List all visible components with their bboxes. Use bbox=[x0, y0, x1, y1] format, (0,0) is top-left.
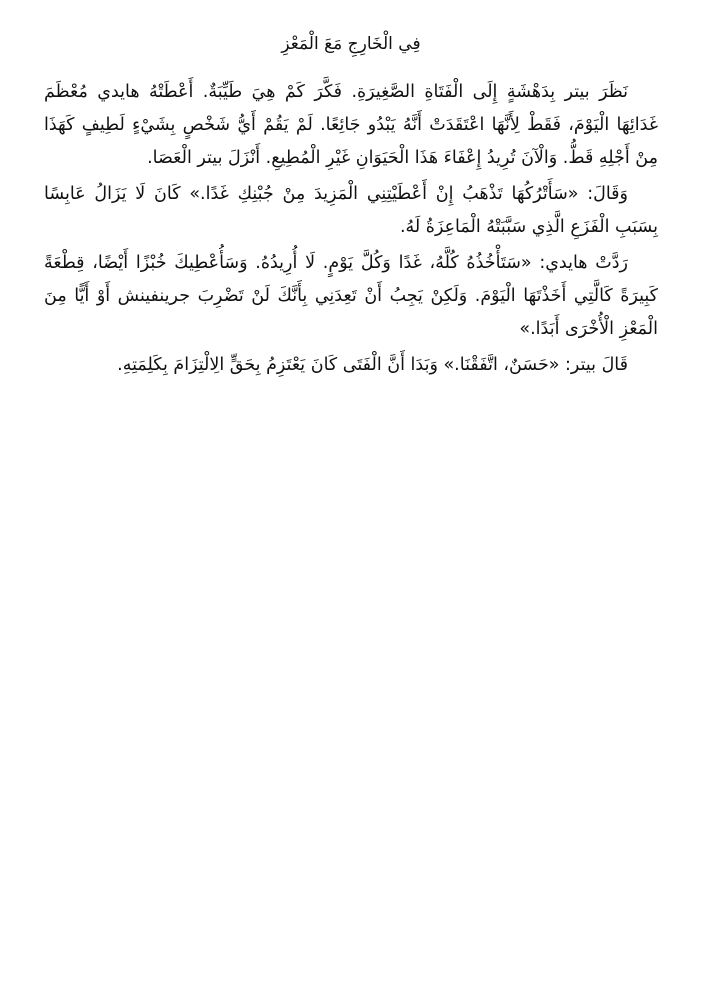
page-title: فِي الْخَارِجِ مَعَ الْمَعْزِ bbox=[281, 34, 421, 54]
paragraph-4: قَالَ بيتر: «حَسَنٌ، اتَّفَقْنَا.» وَبَدَا أَنَّ الْفَتَى كَانَ يَعْتَزِمُ بِحَقٍّ الِالْتِزَامَ بِكَلِمَتِهِ. bbox=[117, 355, 628, 375]
paragraph-1: نَظَرَ بيتر بِدَهْشَةٍ إِلَى الْفَتَاةِ الصَّغِيرَةِ. فَكَّرَ كَمْ هِيَ طَيِّبَةٌ. أَعْطَتْهُ هايدي مُعْظَمَ غَدَائِهَا الْيَوْمَ، فَقَطْ لِأَنَّهَا اعْتَقَدَتْ أَنَّهُ يَبْدُو جَائِعًا. لَمْ يَقُمْ أَيُّ شَخْصٍ بِشَيْءٍ لَطِيفٍ كَهَذَا مِنْ أَجْلِهِ قَطُّ. وَالْآنَ تُرِيدُ إِعْفَاءَ هَذَا الْحَيَوَانِ غَيْرِ الْمُطِيعِ. أَنْزَلَ بيتر الْعَصَا. bbox=[44, 82, 658, 168]
paragraph-2: وَقَالَ: «سَأَتْرُكُهَا تَذْهَبُ إِنْ أَعْطَيْتِنِي الْمَزِيدَ مِنْ جُبْنِكِ غَدًا.» كَانَ لَا يَزَالُ عَابِسًا بِسَبَبِ الْفَزَعِ الَّذِي سَبَّبَتْهُ الْمَاعِزَةُ لَهُ. bbox=[44, 184, 658, 237]
paragraph-3: رَدَّتْ هايدي: «سَتَأْخُذُهُ كُلَّهُ، غَدًا وَكُلَّ يَوْمٍ. لَا أُرِيدُهُ. وَسَأُعْطِيكَ خُبْزًا أَيْضًا، قِطْعَةً كَبِيرَةً كَالَّتِي أَخَذْتَهَا الْيَوْمَ. وَلَكِنْ يَجِبُ أَنْ تَعِدَنِي بِأَنَّكَ لَنْ تَضْرِبَ جرينفينش أَوْ أَيًّا مِنَ الْمَعْزِ الْأُخْرَى أَبَدًا.» bbox=[44, 253, 658, 339]
